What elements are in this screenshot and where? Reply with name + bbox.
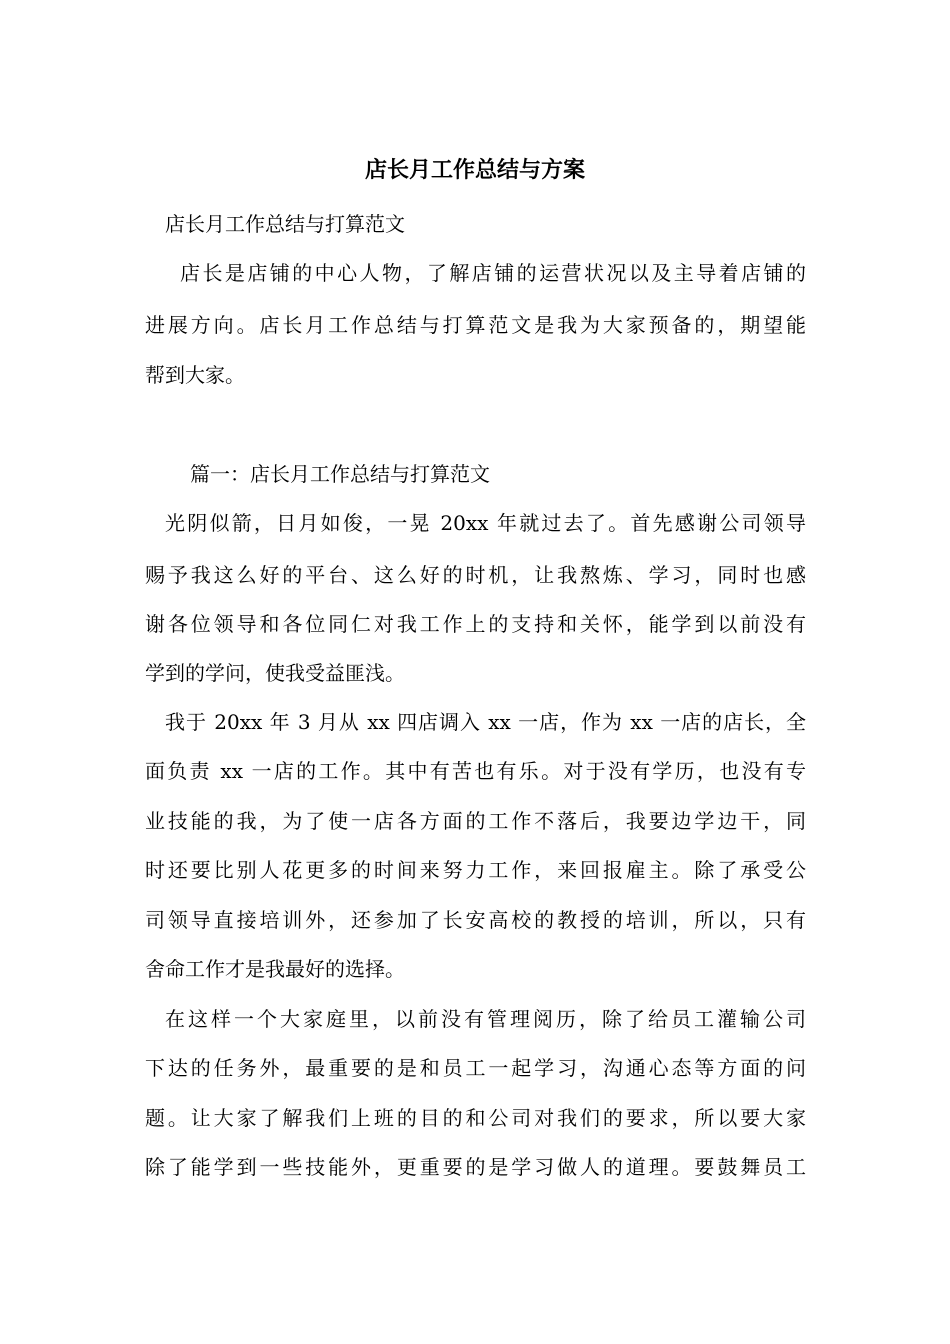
paragraph3-line-4: 除了能学到一些技能外，更重要的是学习做人的道理。要鼓舞员工 (145, 1155, 806, 1179)
paragraph2-line-2: 面负责 xx 一店的工作。其中有苦也有乐。对于没有学历，也没有专 (145, 759, 806, 783)
document-title: 店长月工作总结与方案 (364, 157, 585, 183)
paragraph1-line-3: 谢各位领导和各位同仁对我工作上的支持和关怀，能学到以前没有 (145, 612, 806, 636)
paragraph1-line-4: 学到的学问，使我受益匪浅。 (145, 661, 405, 685)
paragraph2-line-1: 我于 20xx 年 3 月从 xx 四店调入 xx 一店，作为 xx 一店的店长，全 (165, 710, 806, 734)
document-subtitle: 店长月工作总结与打算范文 (165, 212, 405, 236)
paragraph3-line-3: 题。让大家了解我们上班的目的和公司对我们的要求，所以要大家 (145, 1106, 806, 1130)
paragraph2-line-3: 业技能的我，为了使一店各方面的工作不落后，我要边学边干，同 (145, 809, 806, 833)
paragraph2-line-4: 时还要比别人花更多的时间来努力工作，来回报雇主。除了承受公 (145, 858, 806, 882)
intro-line-1: 店长是店铺的中心人物，了解店铺的运营状况以及主导着店铺的 (180, 261, 806, 285)
intro-line-3: 帮到大家。 (145, 363, 245, 387)
intro-line-2: 进展方向。店长月工作总结与打算范文是我为大家预备的，期望能 (145, 313, 806, 337)
paragraph3-line-2: 下达的任务外，最重要的是和员工一起学习，沟通心态等方面的问 (145, 1056, 806, 1080)
paragraph3-line-1: 在这样一个大家庭里，以前没有管理阅历，除了给员工灌输公司 (165, 1007, 806, 1031)
section-heading: 篇一：店长月工作总结与打算范文 (190, 462, 490, 486)
paragraph2-line-5: 司领导直接培训外，还参加了长安高校的教授的培训，所以，只有 (145, 908, 806, 932)
paragraph1-line-2: 赐予我这么好的平台、这么好的时机，让我熬炼、学习，同时也感 (145, 563, 806, 587)
paragraph1-line-1: 光阴似箭，日月如俊，一晃 20xx 年就过去了。首先感谢公司领导 (165, 511, 806, 535)
paragraph2-line-6: 舍命工作才是我最好的选择。 (145, 957, 405, 981)
